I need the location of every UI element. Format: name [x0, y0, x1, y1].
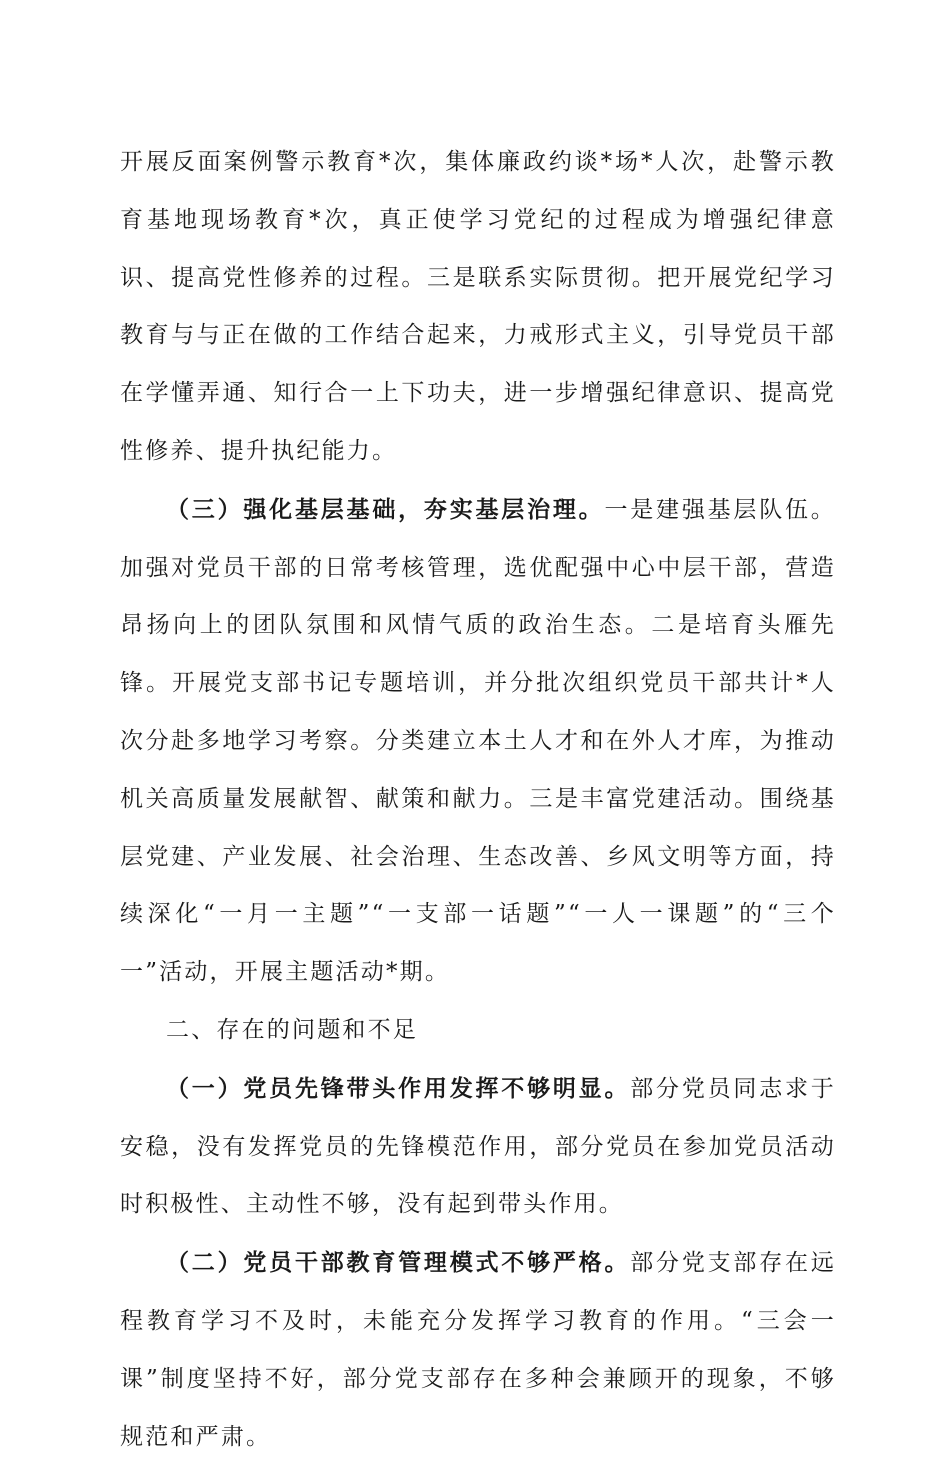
paragraph-problem-2: [120, 1234, 836, 1466]
paragraph-strengthen-grassroots: [120, 481, 836, 1002]
paragraph-lead: （二）党员干部教育管理模式不够严格。: [166, 1249, 631, 1277]
document-body: [120, 134, 836, 1466]
paragraph-problem-1: [120, 1060, 836, 1234]
paragraph-lead: （三）强化基层基础，夯实基层治理。: [166, 495, 605, 523]
paragraph-text: 开展反面案例警示教育*次，集体廉政约谈*场*人次，赴警示教育基地现场教育*次，真正使学习党纪的过程成为增强纪律意识、提高党性修养的过程。三是联系实际贯彻。把开展党纪学习教育与与正在做的工作结合起来，力戒形式主义，引导党员干部在学懂弄通、知行合一上下功夫，进一步增强纪律意识、提高党性修养、提升执纪能力。: [120, 149, 836, 464]
section-heading: 二、存在的问题和不足: [166, 1016, 418, 1043]
paragraph-text: 一是建强基层队伍。加强对党员干部的日常考核管理，选优配强中心中层干部，营造昂扬向上的团队氛围和风情气质的政治生态。二是培育头雁先锋。开展党支部书记专题培训，并分批次组织党员干部共计*人次分赴多地学习考察。分类建立本土人才和在外人才库，为推动机关高质量发展献智、献策和献力。三是丰富党建活动。围绕基层党建、产业发展、社会治理、生态改善、乡风文明等方面，持续深化“一月一主题”“一支部一话题”“一人一课题”的“三个一”活动，开展主题活动*期。: [120, 496, 836, 986]
paragraph-lead: （一）党员先锋带头作用发挥不够明显。: [166, 1074, 631, 1102]
paragraph-text: 部分党员同志求于安稳，没有发挥党员的先锋模范作用，部分党员在参加党员活动时积极性、主动性不够，没有起到带头作用。: [120, 1075, 836, 1218]
paragraph-text: 部分党支部存在远程教育学习不及时，未能充分发挥学习教育的作用。“三会一课”制度坚持不好，部分党支部存在多种会兼顾开的现象，不够规范和严肃。: [120, 1250, 836, 1450]
paragraph-continued: [120, 134, 836, 481]
